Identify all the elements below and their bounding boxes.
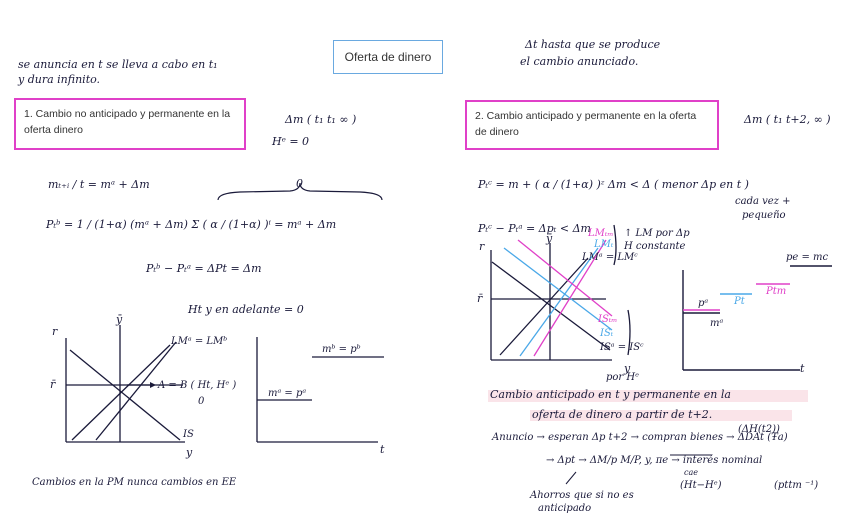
case2-chain-sub-3: (pttm ⁻¹) [774,480,819,491]
case1-lm-label: LMᵃ = LMᵇ [171,336,228,347]
case2-is-t-label: ISₜ [600,328,614,339]
case1-note: Cambios en la PM nunca cambios en EE [32,477,237,488]
case2-pgraph-pa: pᵃ [698,298,709,309]
case2-conclusion-1: Ahorros que si no es [530,490,634,501]
delta-t-note-2: el cambio anunciado. [520,55,639,68]
announce-note: se anuncia en t se lleva a cabo en t₁ [18,58,218,71]
case2-conclusion-2: anticipado [538,503,592,514]
case2-chain-sub-2: (Ht−Hᵉ) [680,480,722,491]
case2-chain-sub-1: cae [684,468,698,477]
case2-chain-2: → Δpt → ΔM/p M/P, y, πe → interés nominal [546,455,763,466]
case2-small-steps: cada vez + [735,196,791,207]
case1-pgraph-t: t [380,443,385,456]
case1-r-bar-label: r̄ [50,378,56,391]
delta-t-note: Δt hasta que se produce [525,38,661,51]
case1-r-axis-label: r [52,325,58,338]
case1-eq-m: mₜ₊ᵢ / t = mᵃ + Δm [48,178,150,191]
page-title: Oferta de dinero [333,40,443,74]
case1-eq-p1: Pₜᵇ = 1 / (1+α) (mᵃ + Δm) Σ ( α / (1+α) )ⁱ = mᵃ + Δm [46,218,337,231]
case1-pgraph-top: mᵇ = pᵇ [322,344,361,355]
case2-is-ac-label: ISᵃ = ISᶜ [600,342,644,353]
case2-pgraph-t: t [800,362,805,375]
arrow-head [150,382,156,388]
case1-pgraph-low: mᵃ = pᵃ [268,388,307,399]
case2-pgraph-ma: mᵃ [710,318,724,329]
case2-r-axis-label: r [479,240,485,253]
case2-side-note-1: ↑ LM por Δp [624,228,690,239]
case2-por-label: por Hᵉ [606,372,639,383]
case1-ab-label: A = B ( Ht, Hᵉ ) [158,380,237,391]
case2-side-note-2: H constante [624,241,686,252]
case2-chain-1: Anuncio → esperan Δp t+2 → compran bienes → ΔDAt (Ŧa) [492,432,788,443]
case1-y-axis-label: y [186,446,193,459]
case2-eq-pc: Pₜᶜ = m + ( α / (1+α) )ᶻ Δm < Δ ( menor Δp en t ) [478,178,749,191]
case2-explain-sub: (ΔH(t2)) [738,424,780,435]
case2-delta-m: Δm ( t₁ t+2, ∞ ) [744,113,831,126]
case2-explain-2: oferta de dinero a partir de t+2. [532,408,713,421]
case1-delta-m: Δm ( t₁ t₁ ∞ ) [285,113,357,126]
case1-y-bar-label: ȳ [116,313,123,326]
case2-explain-1: Cambio anticipado en t y permanente en la [490,388,731,401]
case2-y-axis-label: y [624,362,631,375]
case2-lm-t-label: LMₜ [594,239,614,250]
case2-eq-pc2: Pₜᶜ − Pₜᵃ = Δpₜ < Δm [478,222,591,235]
case2-heading: 2. Cambio anticipado y permanente en la oferta de dinero [465,100,719,150]
case2-pgraph-pt: Pt [734,296,745,307]
case2-pgraph-pe: pe = mc [786,252,829,263]
case2-pgraph-ptm: Ptm [766,286,787,297]
brace-zero-label: 0 [296,177,303,190]
case1-ab-sub: 0 [198,396,205,407]
case1-he: Hᵉ = 0 [272,135,310,148]
case1-is-label: IS [183,429,194,440]
case2-lm-tm-label: LMₜₘ [588,228,614,239]
case1-heading: 1. Cambio no anticipado y permanente en la oferta dinero [14,98,246,150]
case2-small-steps-2: pequeño [742,210,786,221]
case2-y-bar-label: ȳ [546,232,553,245]
case2-is-tm-label: ISₜₘ [598,314,618,325]
case1-onward: Ht y en adelante = 0 [188,303,304,316]
case2-price-graph [683,266,832,370]
case1-eq-p2: Pₜᵇ − Pₜᵃ = ΔPt = Δm [146,262,262,275]
case2-r-bar-label: r̄ [477,292,483,305]
case2-lm-ac-label: LMᵃ = LMᶜ [582,252,638,263]
announce-note-2: y dura infinito. [18,73,101,86]
